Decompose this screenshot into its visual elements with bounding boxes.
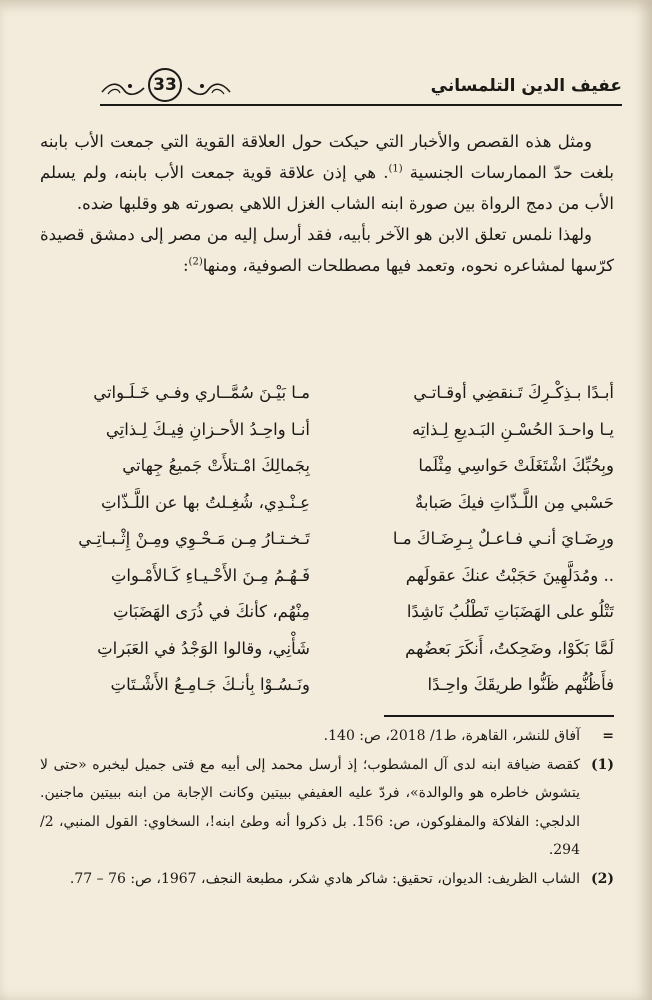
verse-second-hemistich: عِـنْـدِي، شُغِـلتُ بها عن اللَّـذّاتِ [101, 492, 310, 512]
verse-row [40, 602, 614, 639]
verse-first-hemistich: تَتْلُو على الهَضَبَاتِ تَطْلُبُ نَاشِدًا [406, 602, 614, 621]
verse-row [40, 639, 614, 676]
footnotes [40, 722, 614, 893]
footnote-ref-1: (1) [388, 163, 403, 175]
paragraph-1 [40, 126, 614, 219]
body-text [40, 126, 614, 281]
verse-second-hemistich: أنـا واحِـدُ الأحـزانِ فِيـكَ لِـذاتِي [105, 419, 310, 439]
ornament-left-icon [100, 78, 146, 100]
verse-row [40, 566, 614, 603]
header-rule [100, 104, 622, 106]
verse-second-hemistich: شَأْنِي، وقالوا الوَجْدُ في العَبَراتِ [97, 638, 310, 658]
verse-first-hemistich: أبـدًا بـذِكْـرِكَ تَـنقضِي أوقـاتـي [413, 383, 614, 402]
verse-row [40, 493, 614, 530]
footnote-mark: (2) [591, 870, 614, 887]
verse-row [40, 675, 614, 712]
verse-row [40, 420, 614, 457]
verse-second-hemistich: مِنْهُم، كأنكَ في ذُرَى الهَضَبَاتِ [112, 602, 310, 621]
footnote-text: الشاب الظريف: الديوان، تحقيق: شاكر هادي شكر، مطبعة النجف، 1967، ص: 76 – 77. [69, 870, 580, 887]
verse-row [40, 383, 614, 420]
footnote-mark: = [602, 728, 614, 744]
verse-second-hemistich: بِجَمالِكَ امْـتلأَتْ جَميعُ جِهاتي [122, 456, 310, 475]
verse-first-hemistich: لَمَّا بَكَوْا، وضَحِكتُ، أَنكَرَ بَعضُهم [405, 638, 614, 658]
paragraph-2-end: : [182, 256, 189, 275]
verse-first-hemistich: وبِحُبِّكَ اشْتَغَلَتْ حَواسِي مِثْلَما [418, 456, 614, 475]
page-header [100, 72, 622, 112]
page-number: 33 [148, 68, 182, 102]
footnote-text: كقصة ضيافة ابنه لدى آل المشطوب؛ إذ أرسل محمد إلى أبيه مع فتى جميل ليخبره «حتى لا يتشوش خاطره هو والوالدة»، فردّ عليه العفيفي ببيتين وكانت الإجابة من ابنه ببيتين ماجنين. الدلجي: الفلاكة والمفلوكون، ص: 156. بل ذكروا أنه وطئ ابنه!، السخاوي: القول المنبي، 2/ 294. [40, 756, 580, 858]
footnote [40, 751, 614, 865]
ornament-right-icon [186, 78, 232, 100]
verse-second-hemistich: فَـهُـمُ مِـنَ الأَحْـيـاءِ كَـالأَمْـواتِ [110, 565, 310, 585]
paragraph-2-text: ولهذا نلمس تعلق الابن هو الآخر بأبيه، فقد أرسل إليه من مصر إلى دمشق قصيدة كرّسها لمشاعره نحوه، وتعمد فيها مصطلحات الصوفية، ومنها [40, 225, 614, 275]
verse-first-hemistich: ورِضَـايَ أنـي فـاعـلٌ بِـرِضَـاكَ مـا [392, 529, 614, 548]
footnote [40, 865, 614, 894]
verse-first-hemistich: حَسْبي مِن اللَّـذّاتِ فيكَ صَبابةٌ [415, 492, 614, 512]
verse-first-hemistich: يـا واحـدَ الحُسْـنِ البَـديعِ لِـذاتِه [411, 419, 614, 439]
verse-second-hemistich: ونَـسُـوْا بِأنـكَ جَـامِـعُ الأَشْـتَاتِ [110, 675, 310, 694]
paragraph-1-continuation: . هي إذن علاقة قوية جمعت الأب بابنه، ولم يسلم الأب من دمج الرواة بين صورة ابنه الشاب الغزل اللاهي بصورته هو وقلبها ضده. [40, 163, 614, 213]
footnote-rule [384, 715, 614, 717]
running-title: عفيف الدين التلمساني [430, 76, 622, 96]
verse-row [40, 456, 614, 493]
verse-first-hemistich: فأَظُنُّهم ظَنُّوا طريقَكَ واحِـدًا [427, 675, 614, 694]
footnote-text: آفاق للنشر، القاهرة، ط1/ 2018، ص: 140. [323, 728, 580, 744]
paragraph-2 [40, 219, 614, 281]
paragraph-1-text: ومثل هذه القصص والأخبار التي حيكت حول العلاقة القوية التي جمعت الأب بابنه بلغت حدّ الممارسات الجنسية [40, 132, 615, 182]
poem [40, 383, 614, 712]
footnote [40, 722, 614, 751]
footnote-ref-2: (2) [188, 256, 203, 268]
verse-second-hemistich: تَـخـتـارُ مِـن مَـحْـوِي ومِـنْ إِثْـبـاتِـي [78, 529, 310, 548]
verse-second-hemistich: مـا بَيْـنَ سُمَّــاري وفـي خَـلَـواتي [93, 383, 310, 402]
footnote-mark: (1) [591, 756, 614, 773]
verse-row [40, 529, 614, 566]
verse-first-hemistich: .. ومُدَلَّهِينَ حَجَبْتُ عنكَ عقولَهم [405, 565, 614, 585]
